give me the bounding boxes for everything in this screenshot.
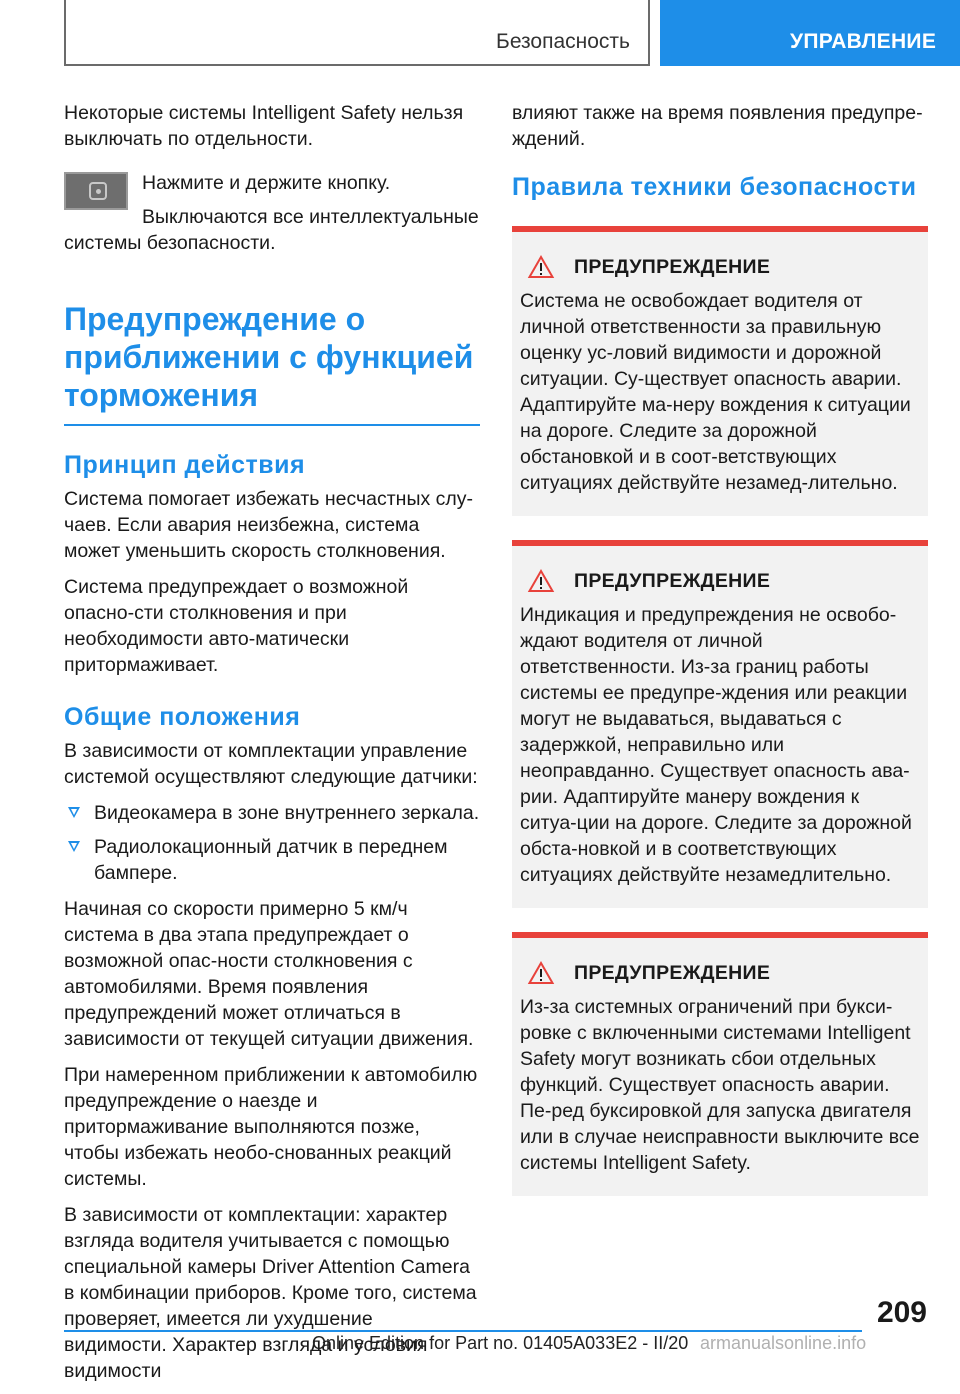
warning-box-3 [512,932,928,1196]
sensor-list [64,800,480,886]
footer-edition: Online Edition for Part no. 01405A033E2 - II/20 [312,1333,689,1353]
all-off-text: Выключаются все интеллектуальные системы безопасности. [64,206,479,254]
safety-button-icon [64,172,128,210]
warning-text: Индикация и предупреждения не освобо-ждают водителя от личной ответственности. Из-за границ работы системы ее предупре-ждения или реакции могут не выдаваться, выдаваться с задержкой, неправильно или неоправданно. Существует опасность ава-рии. Адаптируйте манеру вождения к ситуа-ции на дороге. Следите за дорожной обста-новкой и в соответствующих ситуациях действуйте незамедлительно. [520,604,912,886]
section-heading: Предупреждение о приближении с функцией торможения [64,300,480,426]
principle-heading: Принцип действия [64,451,306,479]
general-paragraph-4: В зависимости от комплектации: характер взгляда водителя учитывается с помощью специальной камеры Driver Attention Camera в комбинации приборов. Кроме того, система проверяет, имеется ли ухудшение видимости. Характер взгляда и условия видимости [64,1204,477,1382]
header-section-title: Безопасность [496,30,630,53]
warning-text: Из-за системных ограничений при букси-ровке с включенными системами Intelligent Safety могут возникать сбои отдельных функций. Существует опасность аварии. Пе-ред буксировкой для запуска двигателя или в случае неисправности выключите все системы Intelligent Safety. [520,996,920,1174]
continued-paragraph: влияют также на время появления предупре-ждений. [512,102,923,150]
press-hold-text: Нажмите и держите кнопку. [142,172,391,194]
triangle-bullet-icon [68,807,80,818]
list-item: Видеокамера в зоне внутреннего зеркала. [64,800,480,826]
footer-divider [64,1330,862,1332]
general-paragraph-1: В зависимости от комплектации управление системой осуществляют следующие датчики: [64,740,478,788]
right-column [512,100,928,1196]
principle-paragraph-2: Система предупреждает о возможной опасно-сти столкновения и при необходимости авто-матически притормаживает. [64,576,409,676]
list-item: Радиолокационный датчик в переднем бампере. [64,834,480,886]
header-chapter-title: УПРАВЛЕНИЕ [790,30,937,53]
warning-title: ПРЕДУПРЕЖДЕНИЕ [574,570,771,592]
header-section-box [64,0,650,66]
page-number: 209 [876,1296,927,1329]
warning-triangle-icon [528,569,554,593]
warning-triangle-icon [528,255,554,279]
left-column [64,100,480,1394]
warning-box-1 [512,226,928,516]
general-paragraph-3: При намеренном приближении к автомобилю предупреждение о наезде и притормаживание выполняются позже, чтобы избежать необо-снованных реакций системы. [64,1064,478,1190]
general-heading: Общие положения [64,703,301,731]
warning-text: Система не освобождает водителя от личной ответственности за правильную оценку ус-ловий видимости и дорожной ситуации. Су-ществует опасность аварии. Адаптируйте ма-неру вождения к ситуации на дороге. Следите за дорожной обстановкой и в соот-ветствующих ситуациях действуйте незамед-лительно. [520,290,911,494]
intro-paragraph: Некоторые системы Intelligent Safety нельзя выключать по отдельности. [64,102,464,150]
safety-rules-heading: Правила техники безопасности [512,173,917,201]
header-chapter-tab[interactable] [660,0,960,66]
warning-box-2 [512,540,928,908]
warning-triangle-icon [528,961,554,985]
warning-title: ПРЕДУПРЕЖДЕНИЕ [574,256,771,278]
principle-paragraph-1: Система помогает избежать несчастных слу-чаев. Если авария неизбежна, система может уменьшить скорость столкновения. [64,488,473,562]
warning-title: ПРЕДУПРЕЖДЕНИЕ [574,962,771,984]
footer-watermark: armanualsonline.info [700,1333,867,1353]
button-instruction [64,170,480,210]
general-paragraph-2: Начиная со скорости примерно 5 км/ч система в два этапа предупреждает о возможной опас-ности столкновения с автомобилями. Время появления предупреждений может отличаться в зависимости от текущей ситуации движения. [64,898,474,1050]
triangle-bullet-icon [68,841,80,852]
